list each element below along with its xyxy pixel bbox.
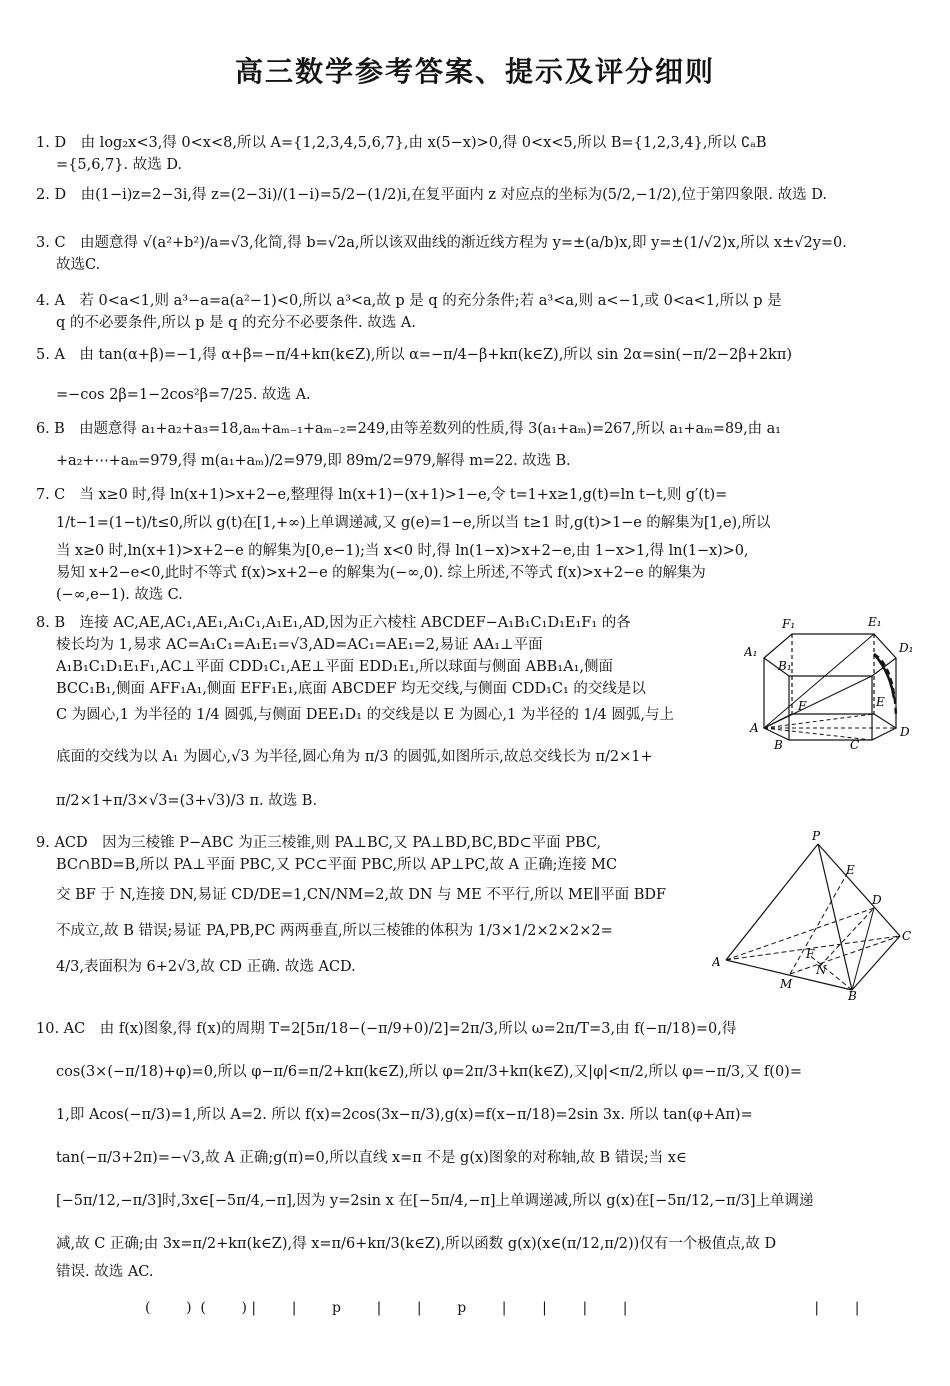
answer-line: 当 x≥0 时,ln(x+1)>x+2−e 的解集为[0,e−1);当 x<0 时,得 ln(1−x)>x+2−e,由 1−x>1,得 ln(1−x)>0, — [56, 543, 749, 559]
answer-line: 1,即 Acos(−π/3)=1,所以 A=2. 所以 f(x)=2cos(3x−π/3),g(x)=f(x−π/18)=2sin 3x. 所以 tan(φ+Aπ)= — [56, 1107, 753, 1123]
prism-figure — [744, 606, 916, 752]
vertex-label: F — [806, 947, 815, 961]
answer-line: q 的不必要条件,所以 p 是 q 的充分不必要条件. 故选 A. — [56, 315, 416, 331]
answer-line: π/2×1+π/3×√3=(3+√3)/3 π. 故选 B. — [56, 793, 318, 809]
answer-4 — [36, 290, 916, 334]
answer-5 — [36, 344, 916, 406]
vertex-label: M — [780, 977, 793, 991]
vertex-label: F₁ — [782, 617, 796, 631]
vertex-label: F — [798, 699, 807, 713]
answer-10 — [36, 1018, 916, 1283]
answer-line: 9. ACD 因为三棱锥 P−ABC 为正三棱锥,则 PA⊥BC,又 PA⊥BD,BC,BD⊂平面 PBC, — [36, 835, 602, 851]
answer-line: +a₂+⋯+aₘ=979,得 m(a₁+aₘ)/2=979,即 89m/2=979,解得 m=22. 故选 B. — [56, 453, 571, 469]
vertex-label: A — [750, 721, 759, 735]
answer-line: 3. C 由题意得 √(a²+b²)/a=√3,化简,得 b=√2a,所以该双曲线的渐近线方程为 y=±(a/b)x,即 y=±(1/√2)x,所以 x±√2y=0. — [36, 235, 847, 251]
answer-1 — [36, 132, 916, 176]
pyramid-figure — [712, 826, 914, 1000]
vertex-label: D — [872, 893, 882, 907]
page-title: 高三数学参考答案、提示及评分细则 — [234, 55, 715, 88]
answer-line: [−5π/12,−π/3]时,3x∈[−5π/4,−π],因为 y=2sin x 在[−5π/4,−π]上单调递减,所以 g(x)在[−5π/12,−π/3]上单调递 — [56, 1193, 814, 1209]
answer-line: 1. D 由 log₂x<3,得 0<x<8,所以 A={1,2,3,4,5,6,7},由 x(5−x)>0,得 0<x<5,所以 B={1,2,3,4},所以 ∁ₐB — [36, 135, 767, 151]
footer-marks: ( ) ( ) | | p | | p | | | | | | — [145, 1300, 860, 1316]
answer-line: 8. B 连接 AC,AE,AC₁,AE₁,A₁C₁,A₁E₁,AD,因为正六棱柱 ABCDEF−A₁B₁C₁D₁E₁F₁ 的各 — [36, 615, 631, 631]
answer-line: (−∞,e−1). 故选 C. — [56, 587, 183, 603]
answer-line: C 为圆心,1 为半径的 1/4 圆弧,与侧面 DEE₁D₁ 的交线是以 E 为圆心,1 为半径的 1/4 圆弧,与上 — [56, 707, 674, 723]
vertex-label: E₁ — [868, 615, 882, 629]
vertex-label: C — [902, 929, 912, 943]
vertex-label: C — [850, 738, 860, 752]
answer-line: 6. B 由题意得 a₁+a₂+a₃=18,aₘ+aₘ₋₁+aₘ₋₂=249,由等差数列的性质,得 3(a₁+aₘ)=267,所以 a₁+aₘ=89,由 a₁ — [36, 421, 781, 437]
answer-line: 错误. 故选 AC. — [56, 1264, 154, 1280]
answer-line: BCC₁B₁,侧面 AFF₁A₁,侧面 EFF₁E₁,底面 ABCDEF 均无交线,与侧面 CDD₁C₁ 的交线是以 — [56, 681, 646, 697]
answer-line: tan(−π/3+2π)=−√3,故 A 正确;g(π)=0,所以直线 x=π 不是 g(x)图象的对称轴,故 B 错误;当 x∈ — [56, 1150, 687, 1166]
answer-line: 交 BF 于 N,连接 DN,易证 CD/DE=1,CN/NM=2,故 DN 与 ME 不平行,所以 ME∥平面 BDF — [56, 887, 667, 903]
answer-9 — [36, 832, 716, 978]
answer-line: A₁B₁C₁D₁E₁F₁,AC⊥平面 CDD₁C₁,AE⊥平面 EDD₁E₁,所以球面与侧面 ABB₁A₁,侧面 — [56, 659, 614, 675]
vertex-label: E — [846, 863, 855, 877]
answer-line: 2. D 由(1−i)z=2−3i,得 z=(2−3i)/(1−i)=5/2−(1/2)i,在复平面内 z 对应点的坐标为(5/2,−1/2),位于第四象限. 故选 D. — [36, 187, 827, 203]
answer-line: 易知 x+2−e<0,此时不等式 f(x)>x+2−e 的解集为(−∞,0). 综上所述,不等式 f(x)>x+2−e 的解集为 — [56, 565, 706, 581]
answer-line: BC∩BD=B,所以 PA⊥平面 PBC,又 PC⊂平面 PBC,所以 AP⊥PC,故 A 正确;连接 MC — [56, 857, 618, 873]
answer-line: =−cos 2β=1−2cos²β=7/25. 故选 A. — [56, 387, 311, 403]
answer-line: 减,故 C 正确;由 3x=π/2+kπ(k∈Z),得 x=π/6+kπ/3(k∈Z),所以函数 g(x)(x∈(π/12,π/2))仅有一个极值点,故 D — [56, 1236, 777, 1252]
answer-line: 1/t−1=(1−t)/t≤0,所以 g(t)在[1,+∞)上单调递减,又 g(e)=1−e,所以当 t≥1 时,g(t)>1−e 的解集为[1,e),所以 — [56, 515, 771, 531]
answer-8 — [36, 612, 736, 812]
vertex-label: E — [876, 695, 885, 709]
answer-line: 7. C 当 x≥0 时,得 ln(x+1)>x+2−e,整理得 ln(x+1)−(x+1)>1−e,令 t=1+x≥1,g(t)=ln t−t,则 g′(t)= — [36, 487, 728, 503]
answer-3 — [36, 232, 916, 276]
answer-line: cos(3×(−π/18)+φ)=0,所以 φ−π/6=π/2+kπ(k∈Z),所以 φ=2π/3+kπ(k∈Z),又|φ|<π/2,所以 φ=−π/3,又 f(0)= — [56, 1064, 802, 1080]
vertex-label: N — [816, 963, 827, 977]
answer-line: 底面的交线为以 A₁ 为圆心,√3 为半径,圆心角为 π/3 的圆弧,如图所示,故总交线长为 π/2×1+ — [56, 749, 653, 765]
answer-7 — [36, 484, 916, 606]
vertex-label: D — [900, 725, 910, 739]
answer-6 — [36, 418, 916, 472]
vertex-label: B — [774, 738, 783, 752]
vertex-label: A₁ — [744, 645, 758, 659]
answer-line: 5. A 由 tan(α+β)=−1,得 α+β=−π/4+kπ(k∈Z),所以 α=−π/4−β+kπ(k∈Z),所以 sin 2α=sin(−π/2−2β+2kπ) — [36, 347, 793, 363]
answer-line: 故选C. — [56, 257, 101, 273]
vertex-label: A — [712, 955, 721, 969]
answer-line: ={5,6,7}. 故选 D. — [56, 157, 183, 173]
vertex-label: B — [848, 989, 857, 1000]
answer-line: 不成立,故 B 错误;易证 PA,PB,PC 两两垂直,所以三棱锥的体积为 1/3×1/2×2×2×2= — [56, 923, 613, 939]
answer-line: 10. AC 由 f(x)图象,得 f(x)的周期 T=2[5π/18−(−π/9+0)/2]=2π/3,所以 ω=2π/T=3,由 f(−π/18)=0,得 — [36, 1021, 737, 1037]
vertex-label: P — [812, 829, 821, 843]
vertex-label: B₁ — [778, 659, 792, 673]
answer-2 — [36, 184, 916, 206]
vertex-label: D₁ — [899, 641, 914, 655]
answer-line: 4/3,表面积为 6+2√3,故 CD 正确. 故选 ACD. — [56, 959, 356, 975]
answer-line: 棱长均为 1,易求 AC=A₁C₁=A₁E₁=√3,AD=AC₁=AE₁=2,易证 AA₁⊥平面 — [56, 637, 543, 653]
answer-line: 4. A 若 0<a<1,则 a³−a=a(a²−1)<0,所以 a³<a,故 p 是 q 的充分条件;若 a³<a,则 a<−1,或 0<a<1,所以 p 是 — [36, 293, 782, 309]
